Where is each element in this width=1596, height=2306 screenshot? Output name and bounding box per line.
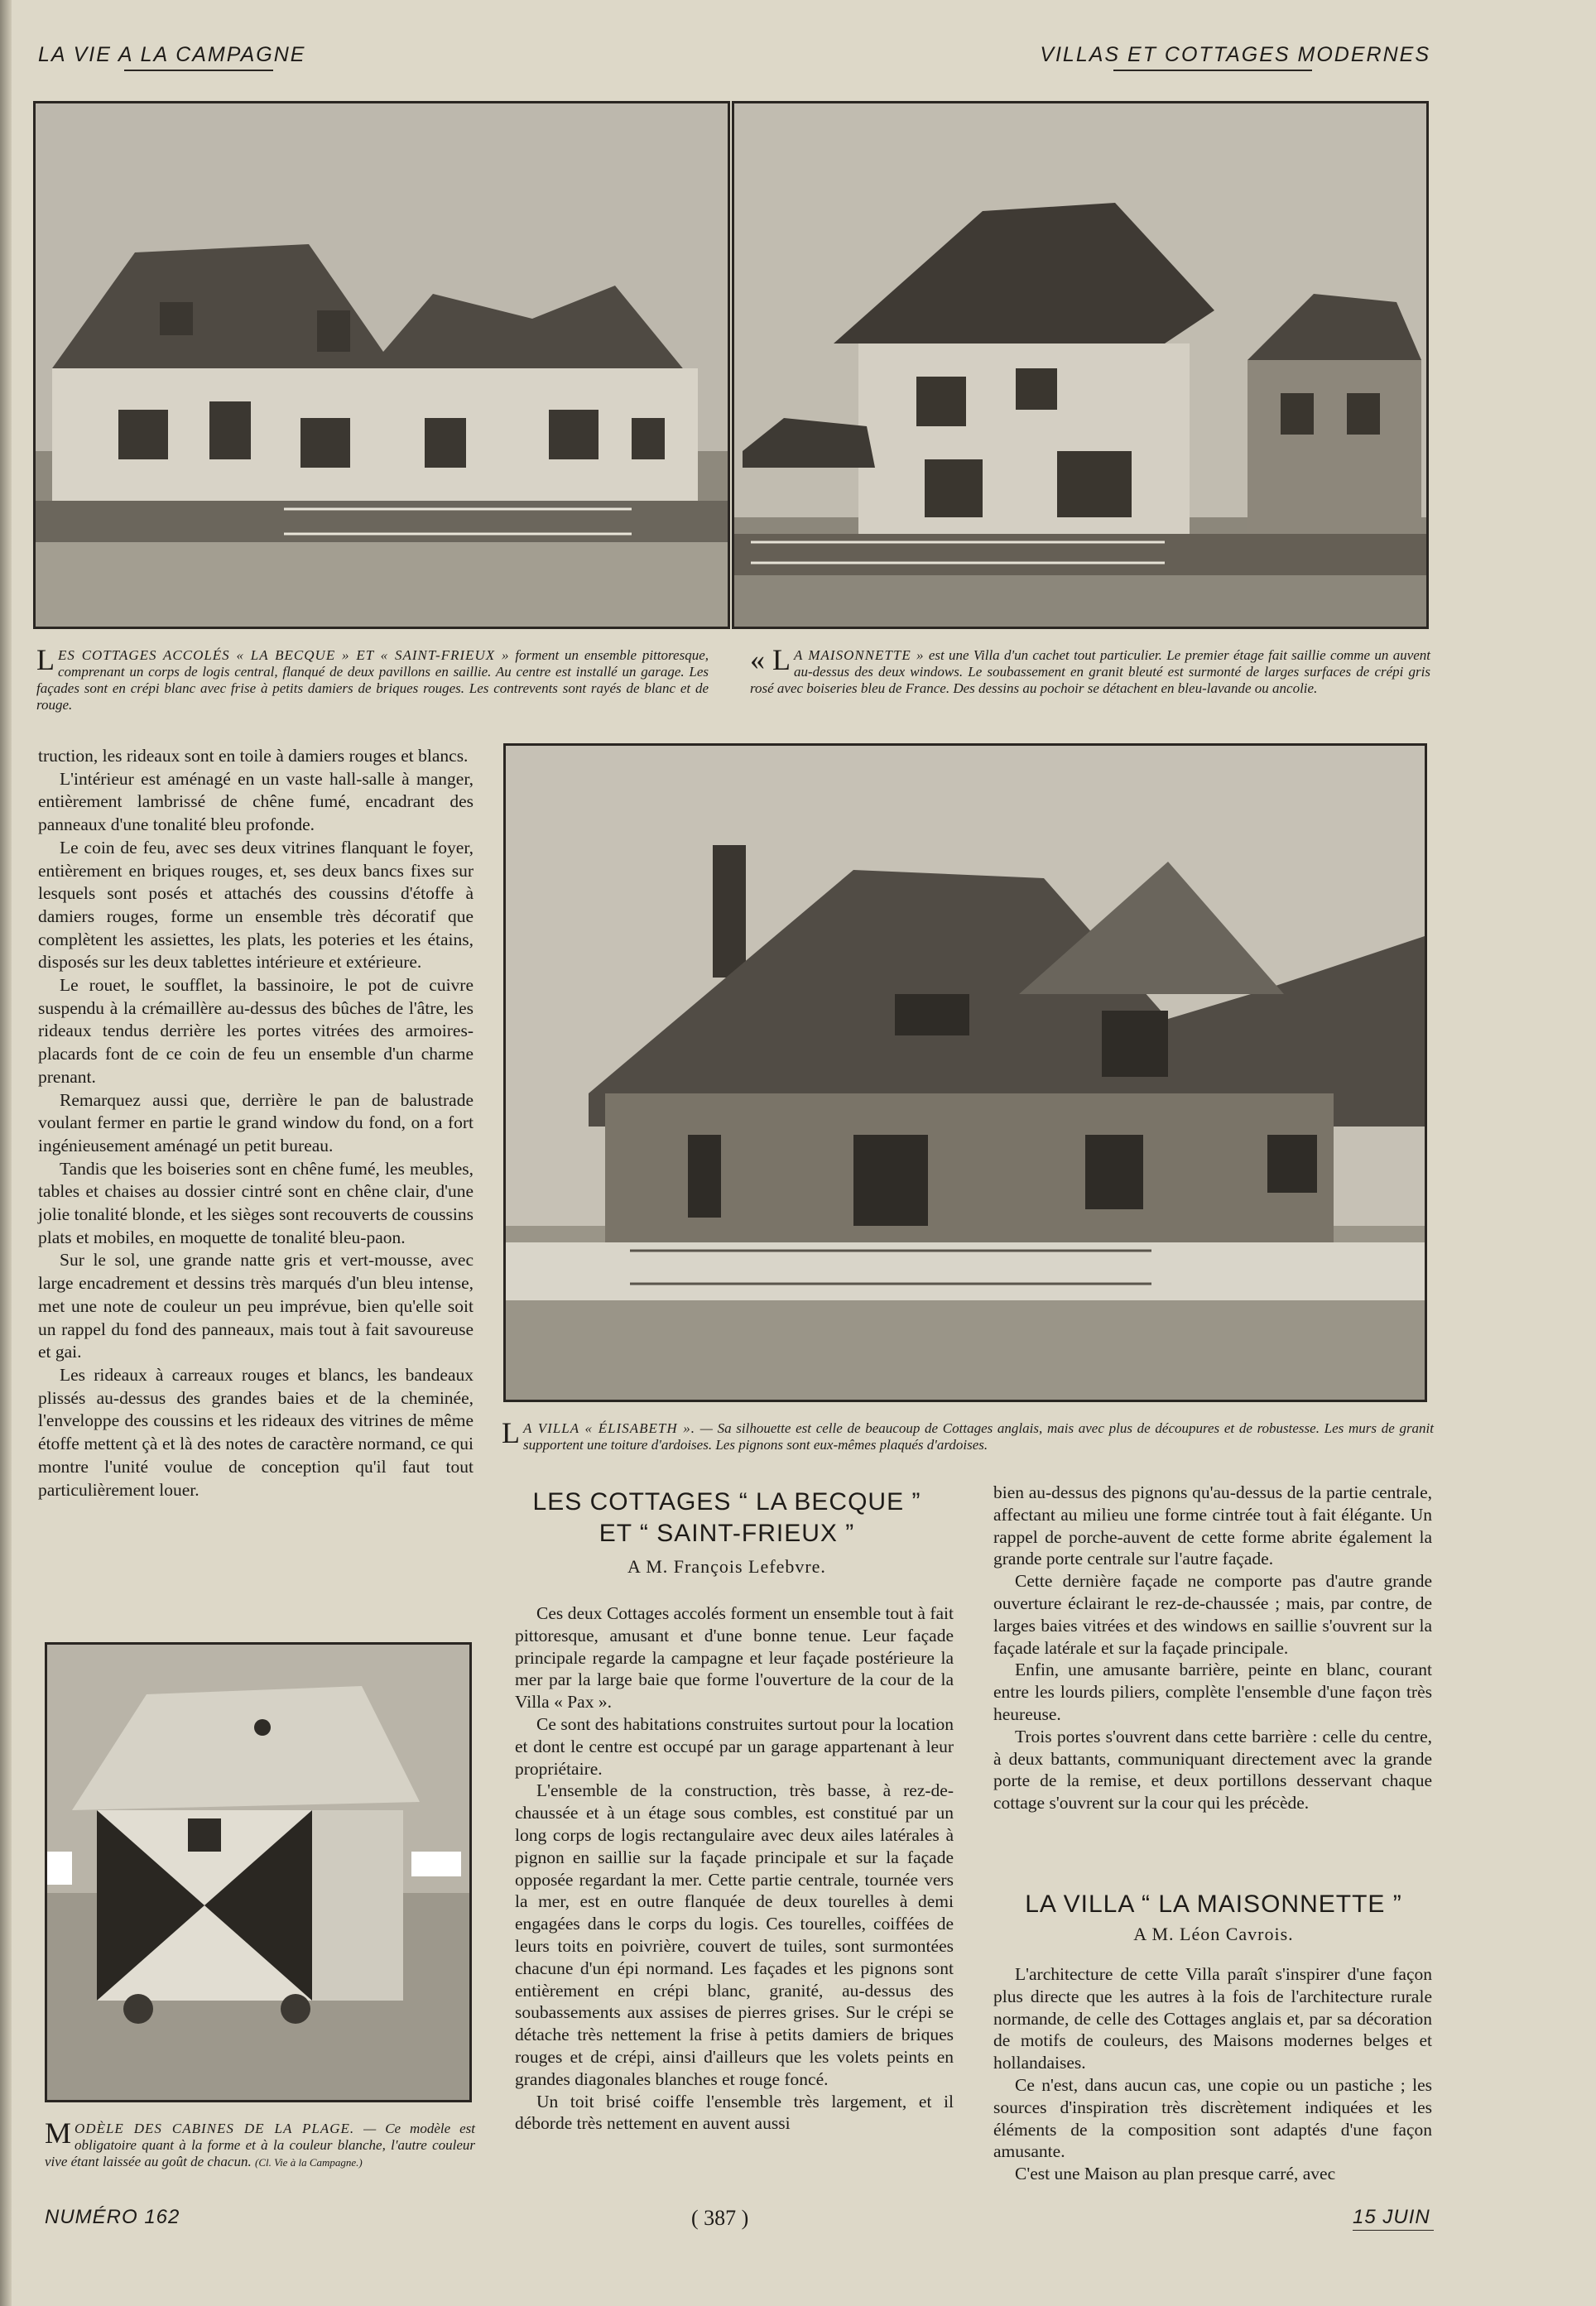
cottage-illustration (36, 103, 728, 627)
article-author-maisonnette: A M. Léon Cavrois. (1133, 1924, 1294, 1944)
column-middle-text (515, 1602, 954, 2135)
column-right-article2 (993, 1963, 1432, 2185)
caption-elisabeth (502, 1416, 1435, 1453)
caption-text: — Sa silhouette est celle de beaucoup de Cottages anglais, mais avec plus de découpures et de robustesse. Les murs de granit supportent une toiture d'ardoises. Les pignons sont eux-mêmes plaqués d'ardoises. (523, 1420, 1435, 1453)
caption-initial: L (36, 643, 55, 676)
photo-villa-elisabeth (503, 743, 1427, 1402)
paragraph: Enfin, une amusante barrière, peinte en blanc, courant entre les lourds piliers, complète l'ensemble d'une façon très heureuse. (993, 1660, 1432, 1724)
photo-la-maisonnette (732, 101, 1429, 629)
caption-text: forment un ensemble pittoresque, comprenant un corps de logis central, flanqué de deux pavillons en saillie. Au centre est installé un garage. Les façades sont en crépi blanc avec frise à petits damiers de briques rouges. Les contrevents sont rayés de blanc et de rouge. (36, 647, 709, 713)
paragraph: Le coin de feu, avec ses deux vitrines flanquant le foyer, entièrement en briques rouges, et, ses deux bancs fixes sur lesquels sont posés et attachés des coussins d'étoffe à damiers rouges, forme un ensemble très décoratif que complètent les assiettes, les plats, les poteries et les étains, disposés sur les deux tablettes intérieure et extérieure. (38, 837, 474, 973)
caption-lead: ODÈLE DES CABINES DE LA PLAGE. (75, 2121, 355, 2136)
running-header-left: LA VIE A LA CAMPAGNE (38, 43, 306, 66)
paragraph: Remarquez aussi que, derrière le pan de balustrade voulant fermer en partie le grand window du fond, on a fort ingénieusement aménagé un petit bureau. (38, 1089, 474, 1155)
footer-page-number: ( 387 ) (691, 2206, 749, 2230)
paragraph: bien au-dessus des pignons qu'au-dessus de la partie centrale, affectant au milieu une forme cintrée tout à fait élégante. Un rappel de porche-auvent de cette forme abrite également la grande porte centrale sur l'autre façade. (993, 1482, 1432, 1569)
caption-text: — Ce modèle est obligatoire quant à la forme et à la couleur blanche, l'autre couleur vive étant laissée au goût de chacun. (45, 2121, 475, 2169)
footer-issue: NUMÉRO 162 (45, 2206, 180, 2228)
paragraph: Un toit brisé coiffe l'ensemble très largement, et il déborde très nettement en auvent aussi (515, 2091, 954, 2134)
caption-maisonnette (750, 643, 1431, 697)
paragraph: Sur le sol, une grande natte gris et vert-mousse, avec large encadrement et dessins très marqués d'un bleu intense, met une note de couleur un peu imprévue, bien qu'elle soit un rappel du fond des panneaux, mais tout à fait savoureuse et gai. (38, 1250, 474, 1362)
caption-text: est une Villa d'un cachet tout particulier. Le premier étage fait saillie comme un auvent au-dessus des deux windows. Le soubassement en granit bleuté est surmonté de larges surfaces de crépi gris rosé avec boiseries bleu de France. Des dessins au pochoir se détachent en bleu-lavande ou ancolie. (750, 647, 1431, 696)
caption-lead: A MAISONNETTE » (794, 647, 925, 663)
article-title-line: ET “ SAINT-FRIEUX ” (598, 1520, 855, 1547)
article-author-becque: A M. François Lefebvre. (627, 1556, 826, 1577)
running-header-right: VILLAS ET COTTAGES MODERNES (1040, 43, 1430, 66)
caption-lead: A VILLA « ÉLISABETH ». (523, 1420, 696, 1436)
article-title-becque (503, 1487, 950, 1549)
photo-credit: (Cl. Vie à la Campagne.) (254, 2156, 363, 2169)
paragraph: L'architecture de cette Villa paraît s'inspirer d'une façon plus directe que les autres à la fois de l'architecture rurale normande, de celle des Cottages anglais et, par sa décoration de motifs de couleurs, des Maisons modernes belges et hollandaises. (993, 1964, 1432, 2073)
page-binding-edge (0, 0, 12, 2306)
paragraph: truction, les rideaux sont en toile à damiers rouges et blancs. (38, 746, 469, 766)
paragraph: Cette dernière façade ne comporte pas d'autre grande ouverture éclairant le rez-de-chaussée ; mais, par contre, de larges baies vitrées et des windows en saillie s'ouvrent sur la façade latérale et sur la façade principale. (993, 1571, 1432, 1658)
caption-lead: ES COTTAGES ACCOLÉS « LA BECQUE » ET « SAINT-FRIEUX » (58, 647, 510, 663)
caption-becque (36, 643, 709, 713)
footer-date: 15 JUIN (1353, 2206, 1430, 2228)
paragraph: Les rideaux à carreaux rouges et blancs, les bandeaux plissés au-dessus des grandes baies et de la cheminée, l'enveloppe des coussins et les rideaux des vitrines de même étoffe mettent çà et là des notes de caractère normand, ce qui montre l'unité voulue de conception qu'il faut tout particulièrement louer. (38, 1364, 474, 1500)
paragraph: Ces deux Cottages accolés forment un ensemble tout à fait pittoresque, amusant et d'une bonne tenue. Leur façade principale regarde la campagne et leur façade postérieure la mer par la large baie que forme l'ouverture de la cour de la Villa « Pax ». (515, 1603, 954, 1713)
caption-cabines (45, 2116, 475, 2171)
photo-beach-cabin (45, 1642, 472, 2102)
footer-date-underline (1353, 2230, 1434, 2231)
paragraph: Le rouet, le soufflet, la bassinoire, le pot de cuivre suspendu à la crémaillère au-dessus des bûches de l'âtre, les rideaux tendus derrière les portes vitrées des armoires-placards font de ce coin de feu un ensemble d'un charme prenant. (38, 975, 474, 1087)
column-left-text (38, 745, 474, 1501)
paragraph: Trois portes s'ouvrent dans cette barrière : celle du centre, à deux battants, communiquant directement avec la grande porte de la remise, et deux portillons desservant chaque cottage s'ouvrent sur la cour qui les précède. (993, 1726, 1432, 1814)
caption-initial: « L (750, 643, 791, 676)
caption-initial: L (502, 1416, 520, 1449)
paragraph: L'intérieur est aménagé en un vaste hall-salle à manger, entièrement lambrissé de chêne fumé, encadrant des panneaux d'une tonalité bleu profonde. (38, 768, 474, 835)
paragraph: Ce sont des habitations construites surtout pour la location et dont le centre est occupé par un garage appartenant à leur propriétaire. (515, 1713, 954, 1779)
header-underline-left (124, 70, 273, 71)
header-underline-right (1113, 70, 1312, 71)
article-title-line: LES COTTAGES “ LA BECQUE ” (532, 1488, 921, 1516)
column-right-text (993, 1482, 1432, 1814)
article-title-maisonnette: LA VILLA “ LA MAISONNETTE ” (1025, 1890, 1402, 1918)
paragraph: L'ensemble de la construction, très basse, à rez-de-chaussée et à un étage sous combles, est constitué par un long corps de logis rectangulaire avec deux ailes latérales à pignon en saillie sur la façade principale et sur la façade opposée regardant la mer. Cette partie centrale, tournée vers la mer, est en outre flanquée de deux tourelles à demi engagées dans le corps du logis. Ces tourelles, coiffées de leurs toits en poivrière, couvert de tuiles, sont surmontées chacune d'un épi normand. Les façades et les pignons sont entièrement en crépi blanc, granité, au-dessus des soubassements aux assises de pierres grises. Sur le crépi se détache très nettement la frise à petits damiers de briques rouges et de crépi, ainsi d'ailleurs que les volets peints en grandes diagonales blanches et rouge foncé. (515, 1780, 954, 2089)
paragraph: Ce n'est, dans aucun cas, une copie ou un pastiche ; les sources d'inspiration très discrètement indiquées et les éléments de la composition sont adaptés d'une façon amusante. (993, 2074, 1432, 2162)
paragraph: C'est une Maison au plan presque carré, avec (1015, 2164, 1336, 2184)
beach-cabin-illustration (47, 1645, 469, 2100)
photo-becque-cottages (33, 101, 730, 629)
villa-elisabeth-illustration (506, 746, 1425, 1400)
villa-illustration (734, 103, 1426, 627)
caption-initial: M (45, 2116, 72, 2150)
paragraph: Tandis que les boiseries sont en chêne fumé, les meubles, tables et chaises au dossier cintré sont en chêne clair, d'une jolie tonalité blonde, et les sièges sont recouverts de coussins plats et mobiles, en moquette de tonalité bleu-paon. (38, 1158, 474, 1247)
